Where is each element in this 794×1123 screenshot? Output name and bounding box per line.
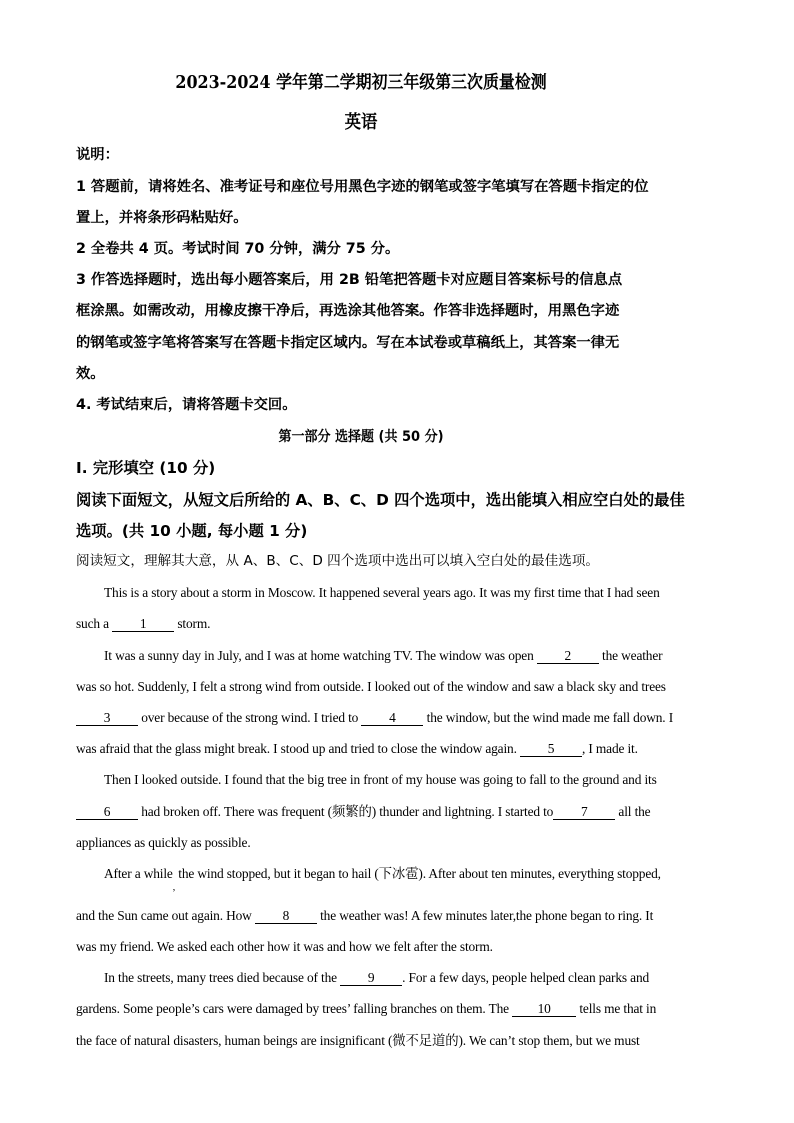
blank-2: 2 (537, 649, 599, 664)
instruction-4: 4. 考试结束后，请将答题卡交回。 (76, 397, 297, 413)
blank-5: 5 (520, 742, 582, 757)
instruction-3d: 效。 (76, 366, 105, 382)
instruction-1b: 置上，并将条形码粘贴好。 (76, 210, 248, 226)
passage-line: and the Sun came out again. How 8 the weather was! A few minutes later,the phone began to ring. It (76, 908, 654, 923)
passage-line: was my friend. We asked each other how it was and how we felt after the storm. (76, 939, 493, 954)
passage-line: was afraid that the glass might break. I stood up and tried to close the window again. 5 , I made it. (76, 741, 638, 756)
blank-10: 10 (512, 1002, 576, 1017)
exam-title: 2023-2024 学年第二学期初三年级第三次质量检测 (175, 73, 547, 93)
passage-line: the face of natural disasters, human beings are insignificant (微不足道的). We can’t stop them, but we must (76, 1033, 640, 1048)
blank-6: 6 (76, 805, 138, 820)
blank-4: 4 (361, 711, 423, 726)
passage-line: It was a sunny day in July, and I was at home watching TV. The window was open 2 the weather (104, 648, 663, 663)
instruction-3c: 的钢笔或签字笔将答案写在答题卡指定区域内。写在本试卷或草稿纸上，其答案一律无 (76, 335, 620, 351)
instructions-heading: 说明： (76, 147, 119, 163)
passage-line: gardens. Some people’s cars were damaged by trees’ falling branches on them. The 10 tells me that in (76, 1001, 657, 1016)
subject-title: 英语 (344, 112, 378, 133)
passage-line: appliances as quickly as possible. (76, 835, 251, 850)
blank-8: 8 (255, 909, 317, 924)
part-heading: 第一部分 选择题 (共 50 分) (278, 429, 444, 445)
blank-1: 1 (112, 617, 174, 632)
passage-line: This is a story about a storm in Moscow. It happened several years ago. It was my first time that I had seen (104, 585, 660, 600)
direction-line-b: 选项。(共 10 小题, 每小题 1 分) (76, 522, 308, 540)
instruction-2: 2 全卷共 4 页。考试时间 70 分钟，满分 75 分。 (76, 241, 400, 257)
passage-line: was so hot. Suddenly, I felt a strong wind from outside. I looked out of the window and saw a black sky and trees (76, 679, 666, 694)
passage-line: In the streets, many trees died because of the 9 . For a few days, people helped clean parks and (104, 970, 650, 985)
section-heading: Ⅰ. 完形填空 (10 分) (76, 459, 216, 477)
passage-line: such a 1 storm. (76, 616, 211, 631)
direction-note: 阅读短文，理解其大意，从 A、B、C、D 四个选项中选出可以填入空白处的最佳选项。 (76, 553, 600, 569)
blank-3: 3 (76, 711, 138, 726)
blank-9: 9 (340, 971, 402, 986)
instruction-3b: 框涂黑。如需改动，用橡皮擦干净后，再选涂其他答案。作答非选择题时，用黑色字迹 (76, 303, 620, 319)
instruction-1a: 1 答题前，请将姓名、准考证号和座位号用黑色字迹的钢笔或签字笔填写在答题卡指定的位 (76, 179, 649, 195)
instruction-3a: 3 作答选择题时，选出每小题答案后，用 2B 铅笔把答题卡对应题目答案标号的信息点 (76, 272, 623, 288)
passage-line: 6 had broken off. There was frequent (频繁的) thunder and lightning. I started to 7 all the (76, 803, 650, 821)
passage-line: 3 over because of the strong wind. I tried to 4 the window, but the wind made me fall down. I (76, 709, 673, 727)
direction-line-a: 阅读下面短文，从短文后所给的 A、B、C、D 四个选项中，选出能填入相应空白处的最佳 (76, 491, 685, 509)
passage-line: Then I looked outside. I found that the big tree in front of my house was going to fall to the ground and its (104, 772, 657, 787)
passage-line: After a while$_,$ the wind stopped, but it began to hail (下冰雹). After about ten minutes, everything stopped, (104, 866, 661, 893)
blank-7: 7 (553, 805, 615, 820)
